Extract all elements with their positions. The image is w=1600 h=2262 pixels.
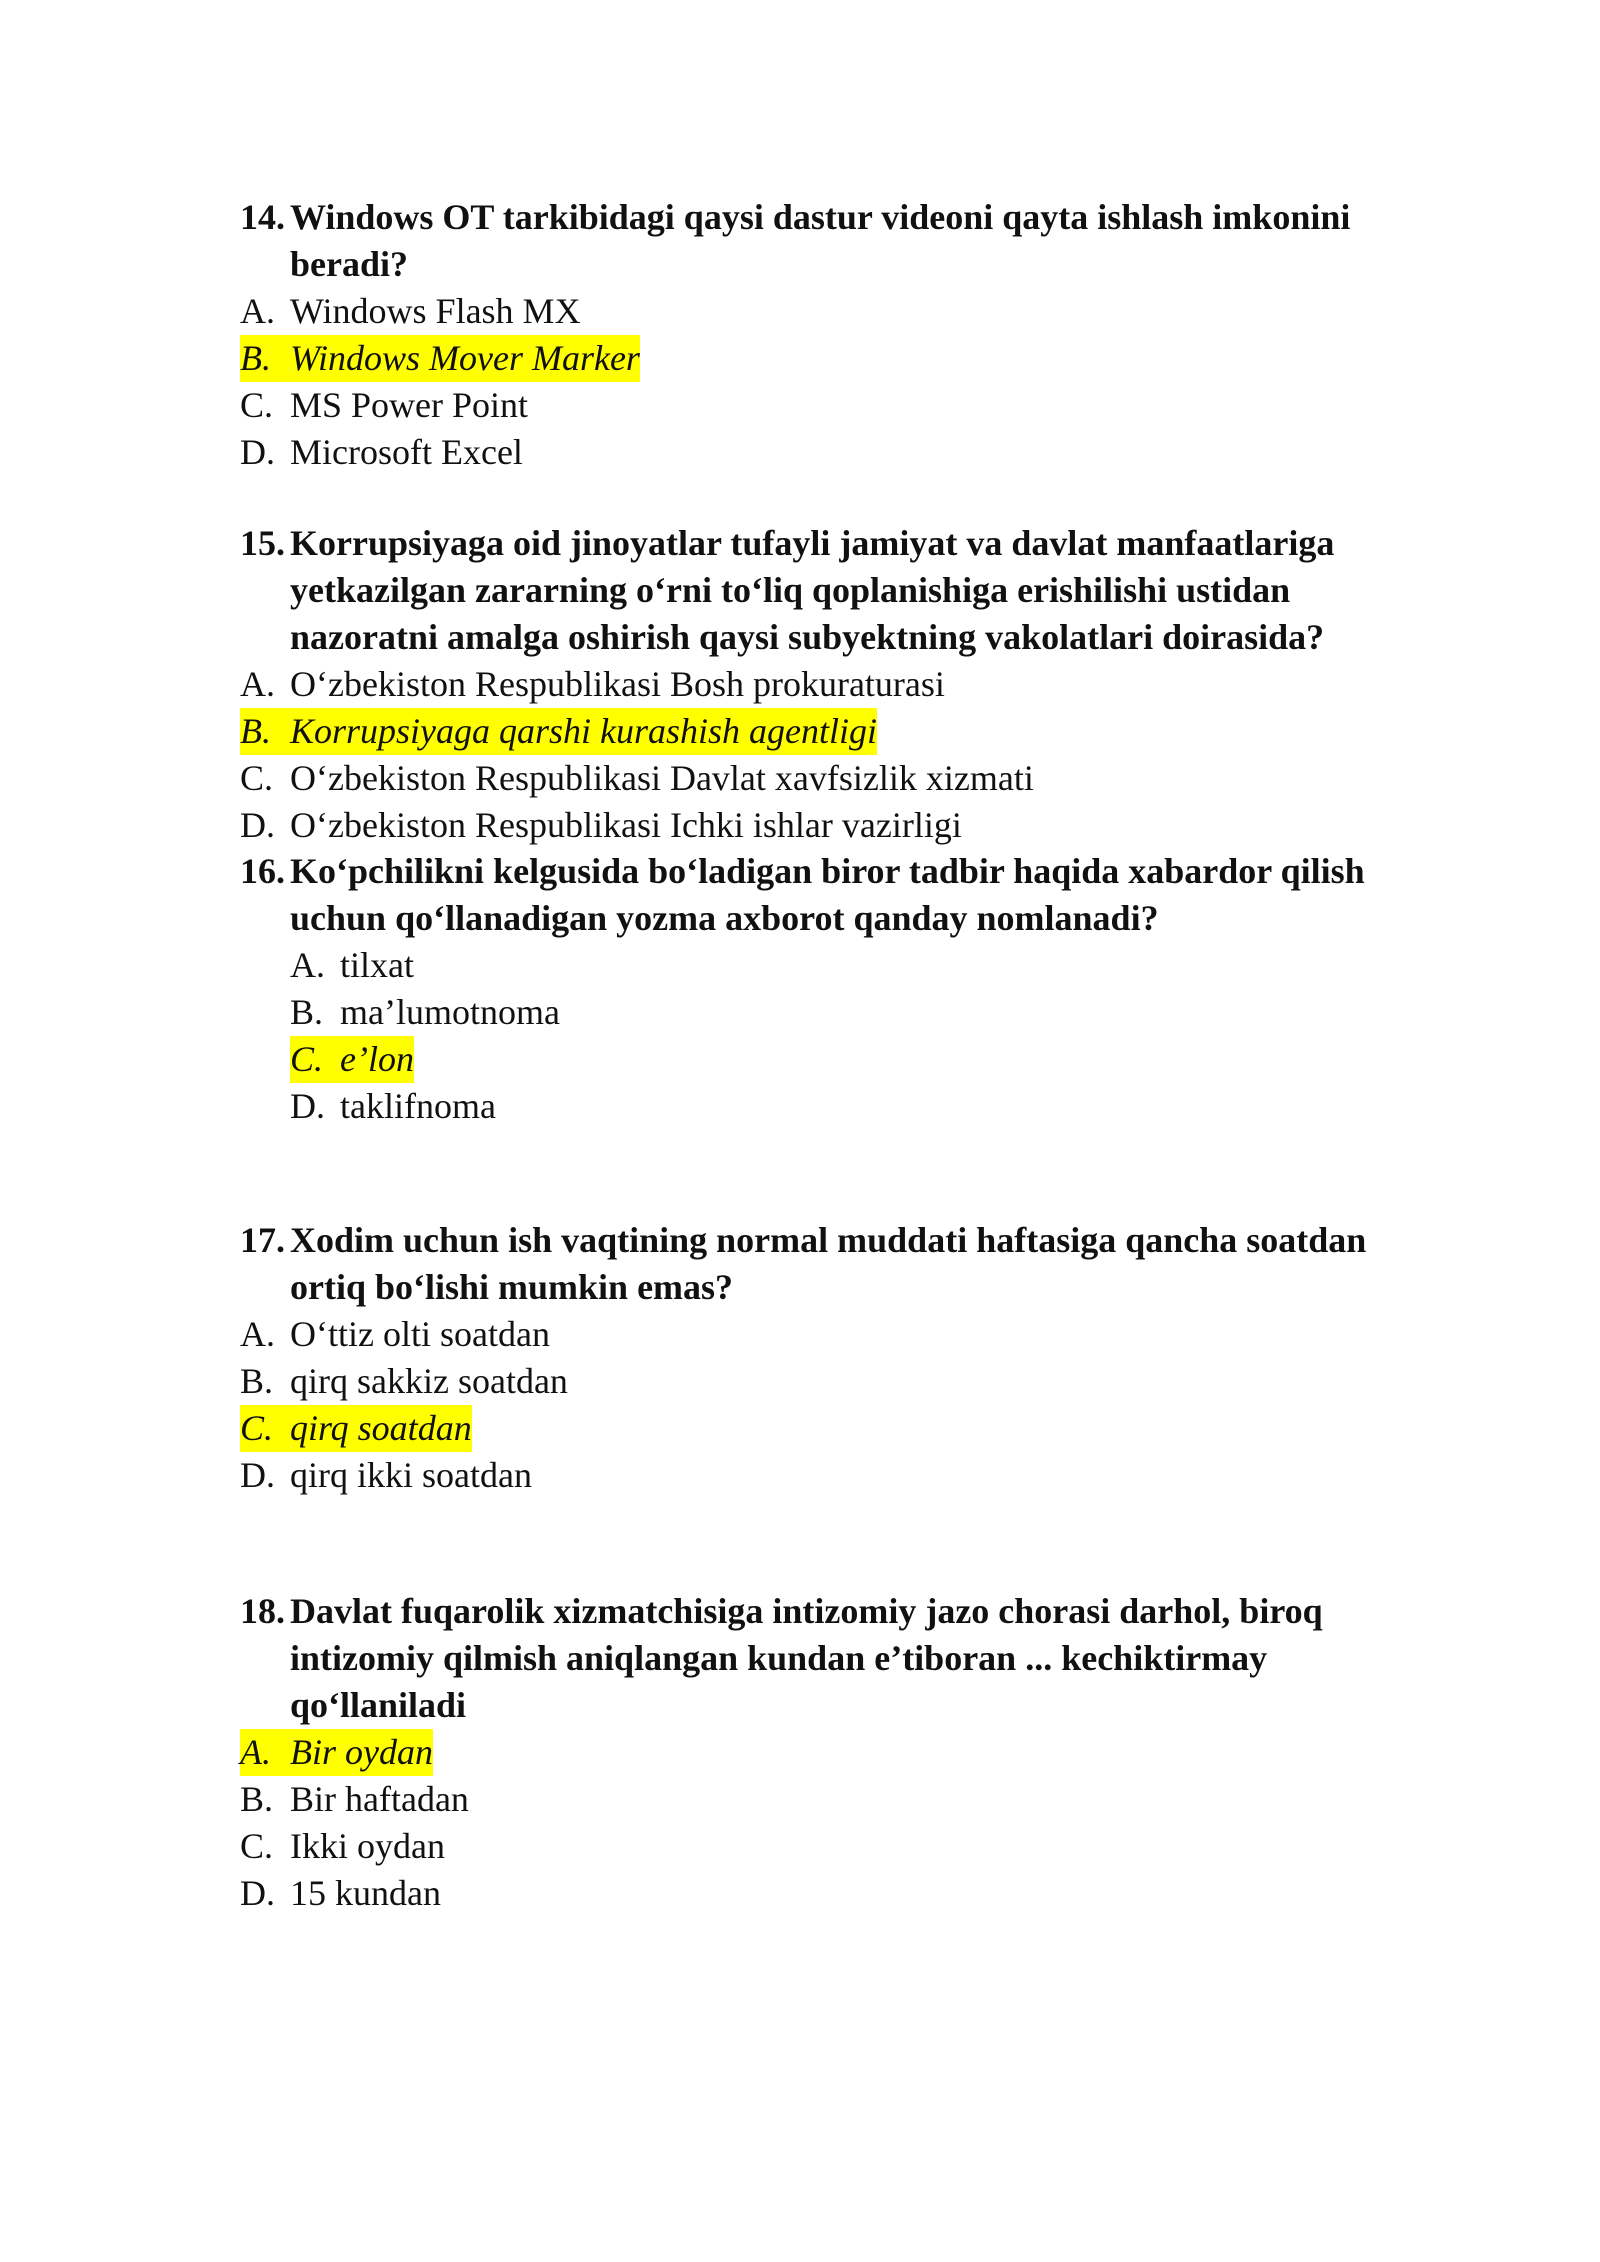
question-stem [240,194,1420,288]
option-letter: D. [240,1873,275,1913]
option-letter: D. [240,1455,275,1495]
option-d [240,1452,1420,1499]
question-18 [240,1588,1420,1917]
option-text: tilxat [340,945,414,985]
option-text: Korrupsiyaga qarshi kurashish agentligi [290,711,878,751]
option-letter: B. [290,992,324,1032]
option-text: qirq soatdan [290,1408,472,1448]
option-b [240,1358,1420,1405]
question-stem [240,848,1420,942]
option-text: e’lon [340,1039,414,1079]
question-16 [240,848,1420,1130]
question-text: Ko‘pchilikni kelgusida bo‘ladigan biror tadbir haqida xabardor qilish uchun qo‘llanadigan yozma axborot qanday nomlanadi? [290,851,1365,938]
option-text: taklifnoma [340,1086,496,1126]
option-c [240,1823,1420,1870]
option-d [240,429,1420,476]
option-d [240,1083,1420,1130]
option-letter: C. [240,385,274,425]
question-number: 14. [240,197,285,237]
option-text: O‘ttiz olti soatdan [290,1314,550,1354]
question-number: 15. [240,523,285,563]
option-a [240,288,1420,335]
question-text: Windows OT tarkibidagi qaysi dastur videoni qayta ishlash imkonini beradi? [290,197,1351,284]
option-text: ma’lumotnoma [340,992,560,1032]
option-text: O‘zbekiston Respublikasi Ichki ishlar vazirligi [290,805,962,845]
question-number: 17. [240,1220,285,1260]
option-letter: A. [240,1314,275,1354]
option-letter: D. [240,805,275,845]
option-text: qirq ikki soatdan [290,1455,532,1495]
question-number: 18. [240,1591,285,1631]
question-number: 16. [240,851,285,891]
option-letter: C. [290,1039,324,1079]
option-letter: B. [240,338,271,378]
option-text: Windows Mover Marker [290,338,640,378]
option-letter: A. [240,291,275,331]
option-letter: A. [240,1732,271,1772]
option-d [240,802,1420,849]
question-14 [240,194,1420,476]
option-b-correct [240,335,1420,382]
option-letter: C. [240,758,274,798]
question-15 [240,520,1420,849]
option-b-correct [240,708,1420,755]
option-b [240,989,1420,1036]
option-c-correct [240,1405,1420,1452]
option-letter: C. [240,1408,274,1448]
option-letter: B. [240,1779,274,1819]
option-a [240,661,1420,708]
option-text: Bir haftadan [290,1779,469,1819]
option-text: O‘zbekiston Respublikasi Davlat xavfsizlik xizmati [290,758,1034,798]
option-c-correct [240,1036,1420,1083]
option-text: 15 kundan [290,1873,441,1913]
question-stem [240,1217,1420,1311]
option-c [240,382,1420,429]
question-stem [240,1588,1420,1729]
option-d [240,1870,1420,1917]
option-text: Ikki oydan [290,1826,445,1866]
option-a-correct [240,1729,1420,1776]
option-letter: B. [240,1361,274,1401]
option-text: Windows Flash MX [290,291,581,331]
question-text: Xodim uchun ish vaqtining normal muddati haftasiga qancha soatdan ortiq bo‘lishi mumkin emas? [290,1220,1367,1307]
option-text: Bir oydan [290,1732,433,1772]
option-a [240,1311,1420,1358]
option-c [240,755,1420,802]
option-text: Microsoft Excel [290,432,523,472]
option-letter: A. [240,664,275,704]
option-a [240,942,1420,989]
question-text: Davlat fuqarolik xizmatchisiga intizomiy jazo chorasi darhol, biroq intizomiy qilmish aniqlangan kundan e’tiboran ... kechiktirmay qo‘llaniladi [290,1591,1323,1725]
option-letter: D. [290,1086,325,1126]
question-text: Korrupsiyaga oid jinoyatlar tufayli jamiyat va davlat manfaatlariga yetkazilgan zararning o‘rni to‘liq qoplanishiga erishilishi ustidan nazoratni amalga oshirish qaysi subyektning vakolatlari doirasida? [290,523,1335,657]
option-b [240,1776,1420,1823]
option-letter: B. [240,711,271,751]
question-stem [240,520,1420,661]
option-letter: C. [240,1826,274,1866]
question-17 [240,1217,1420,1499]
option-text: qirq sakkiz soatdan [290,1361,568,1401]
option-letter: D. [240,432,275,472]
option-text: O‘zbekiston Respublikasi Bosh prokuraturasi [290,664,945,704]
option-text: MS Power Point [290,385,529,425]
option-letter: A. [290,945,325,985]
